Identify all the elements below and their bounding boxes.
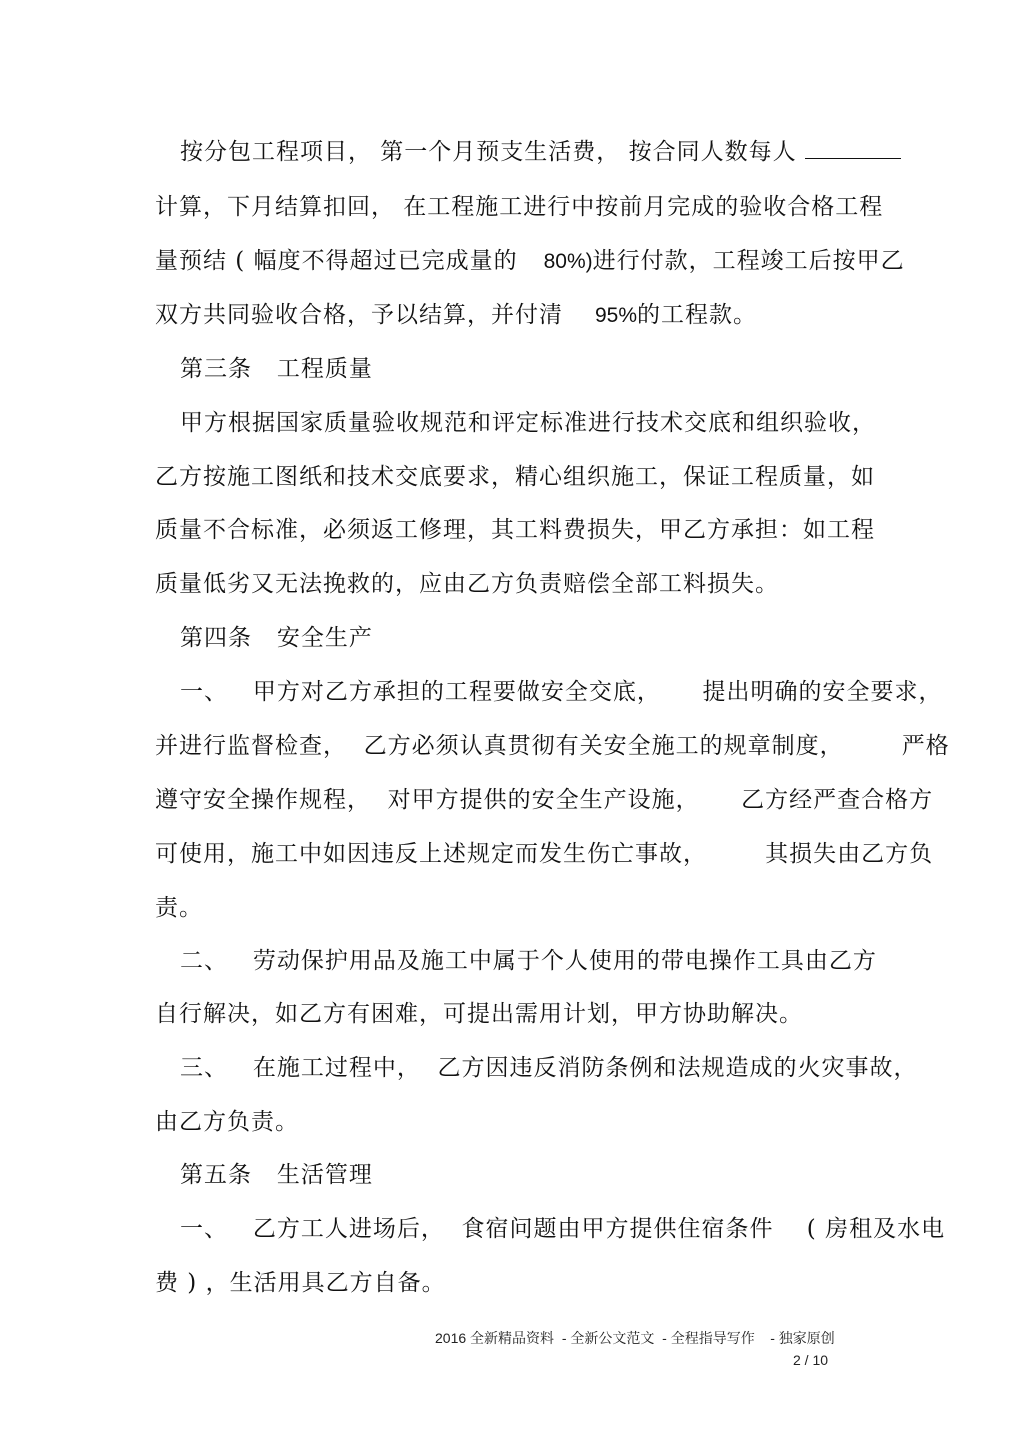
line-text: 的工程款。	[637, 302, 758, 328]
paragraph-line: 二、 劳动保护用品及施工中属于个人使用的带电操作工具由乙方	[180, 948, 877, 974]
page-number: 2 / 10	[793, 1352, 829, 1368]
paragraph-line: 一、 甲方对乙方承担的工程要做安全交底， 提出明确的安全要求，	[180, 679, 943, 705]
paragraph-line: 费 ) ，生活用具乙方自备。	[155, 1270, 446, 1296]
paragraph-line: 一、 乙方工人进场后， 食宿问题由甲方提供住宿条件 ( 房租及水电	[180, 1216, 946, 1242]
paragraph-line: 责。	[155, 895, 203, 921]
page-footer: 2016 全新精品资料 - 全新公文范文 - 全程指导写作 - 独家原创	[435, 1330, 835, 1346]
paragraph-line: 质量不合标准，必须返工修理，其工料费损失，甲乙方承担：如工程	[155, 517, 875, 543]
percentage-value: 80%)	[543, 250, 593, 273]
paragraph-line: 可使用，施工中如因违反上述规定而发生伤亡事故， 其损失由乙方负	[155, 841, 934, 867]
paragraph-line: 自行解决，如乙方有困难，可提出需用计划，甲方协助解决。	[155, 1001, 803, 1027]
paragraph-line	[155, 300, 757, 331]
fill-in-blank	[805, 138, 901, 159]
percentage-value: 95%	[595, 304, 638, 327]
paragraph-line	[155, 246, 905, 277]
line-text: 按分包工程项目， 第一个月预支生活费， 按合同人数每人	[180, 139, 797, 165]
section-heading: 第三条 工程质量	[180, 356, 373, 382]
paragraph-line: 遵守安全操作规程， 对甲方提供的安全生产设施， 乙方经严查合格方	[155, 787, 934, 813]
paragraph-line: 计算，下月结算扣回， 在工程施工进行中按前月完成的验收合格工程	[155, 194, 884, 220]
section-heading: 第五条 生活管理	[180, 1162, 373, 1188]
paragraph-line: 由乙方负责。	[155, 1109, 299, 1135]
paragraph-line: 并进行监督检查， 乙方必须认真贯彻有关安全施工的规章制度， 严格	[155, 733, 950, 759]
paragraph-line	[180, 137, 901, 167]
line-text: 进行付款，工程竣工后按甲乙	[592, 248, 905, 274]
paragraph-line: 质量低劣又无法挽救的，应由乙方负责赔偿全部工料损失。	[155, 571, 779, 597]
section-heading: 第四条 安全生产	[180, 625, 373, 651]
line-text: 双方共同验收合格，予以结算，并付清	[155, 302, 563, 328]
line-text: 量预结 ( 幅度不得超过已完成量的	[155, 248, 518, 274]
paragraph-line: 乙方按施工图纸和技术交底要求，精心组织施工，保证工程质量，如	[155, 464, 875, 490]
paragraph-line: 三、 在施工过程中， 乙方因违反消防条例和法规造成的火灾事故，	[180, 1055, 918, 1081]
paragraph-line: 甲方根据国家质量验收规范和评定标准进行技术交底和组织验收，	[180, 410, 876, 436]
